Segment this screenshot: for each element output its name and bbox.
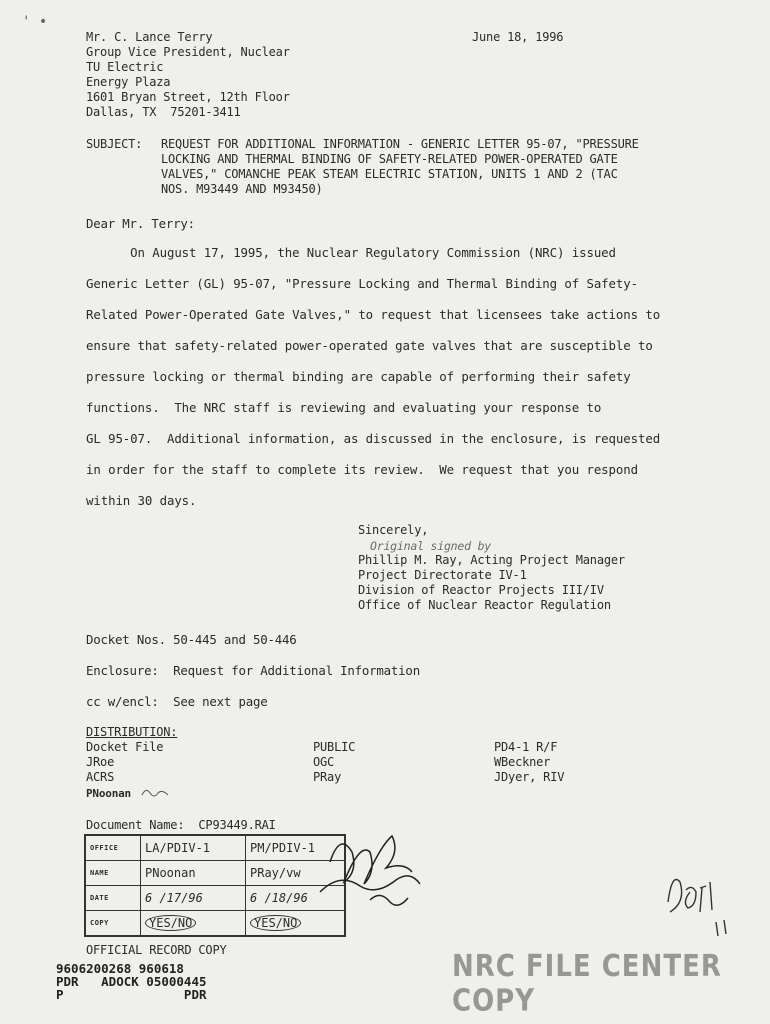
addressee-line: Mr. C. Lance Terry xyxy=(86,30,213,44)
table-cell: PRay/vw xyxy=(246,861,346,886)
official-record-copy: OFFICIAL RECORD COPY xyxy=(86,943,227,957)
row-label: COPY xyxy=(85,911,141,937)
copy-choice: YES/NO xyxy=(145,915,196,931)
row-label: OFFICE xyxy=(85,835,141,861)
distribution-item: PNoonan xyxy=(86,787,131,800)
table-cell: 6 /18/96 xyxy=(246,886,346,911)
distribution-item: PD4-1 R/F xyxy=(494,740,558,754)
row-label: DATE xyxy=(85,886,141,911)
handwritten-signature xyxy=(300,822,430,922)
body-line: functions. The NRC staff is reviewing and evaluating your response to xyxy=(86,400,602,415)
body-line: GL 95-07. Additional information, as discussed in the enclosure, is requested xyxy=(86,431,661,446)
letter-date: June 18, 1996 xyxy=(472,30,564,44)
initials-mark xyxy=(140,785,170,799)
subject-line: LOCKING AND THERMAL BINDING OF SAFETY-RELATED POWER-OPERATED GATE xyxy=(161,152,618,166)
salutation: Dear Mr. Terry: xyxy=(86,216,195,231)
subject-label: SUBJECT: xyxy=(86,137,143,151)
accession-line: PDR ADOCK 05000445 xyxy=(56,974,207,989)
corner-mark: ' • xyxy=(22,14,48,30)
table-cell: LA/PDIV-1 xyxy=(141,835,246,861)
table-cell: PNoonan xyxy=(141,861,246,886)
copy-choice: YES/NO xyxy=(250,915,301,931)
signer-division: Division of Reactor Projects III/IV xyxy=(358,583,604,597)
table-cell: 6 /17/96 xyxy=(141,886,246,911)
margin-note-handwriting xyxy=(660,862,740,942)
file-center-stamp: NRC FILE CENTER COPY xyxy=(452,949,722,1019)
signer-office: Office of Nuclear Reactor Regulation xyxy=(358,598,611,612)
body-line: within 30 days. xyxy=(86,493,197,508)
signer-name: Phillip M. Ray, Acting Project Manager xyxy=(358,553,625,567)
docket-numbers: Docket Nos. 50-445 and 50-446 xyxy=(86,632,297,647)
addressee-line: Group Vice President, Nuclear xyxy=(86,45,290,59)
addressee-line: Dallas, TX 75201-3411 xyxy=(86,105,241,119)
distribution-item: JRoe xyxy=(86,755,115,769)
body-line: in order for the staff to complete its review. We request that you respond xyxy=(86,462,638,477)
table-cell xyxy=(141,911,246,937)
distribution-item: OGC xyxy=(313,755,335,769)
subject-line: NOS. M93449 AND M93450) xyxy=(161,182,323,196)
addressee-line: 1601 Bryan Street, 12th Floor xyxy=(86,90,290,104)
distribution-item: PRay xyxy=(313,770,342,784)
accession-line: P PDR xyxy=(56,987,207,1002)
distribution-item: ACRS xyxy=(86,770,115,784)
table-cell: PM/PDIV-1 xyxy=(246,835,346,861)
distribution-item: Docket File xyxy=(86,740,164,754)
enclosure: Enclosure: Request for Additional Information xyxy=(86,663,420,678)
body-line: Generic Letter (GL) 95-07, "Pressure Locking and Thermal Binding of Safety- xyxy=(86,276,638,291)
closing: Sincerely, xyxy=(358,523,429,537)
body-line: pressure locking or thermal binding are capable of performing their safety xyxy=(86,369,631,384)
distribution-item: PUBLIC xyxy=(313,740,356,754)
subject-line: REQUEST FOR ADDITIONAL INFORMATION - GENERIC LETTER 95-07, "PRESSURE xyxy=(161,137,639,151)
distribution-item: WBeckner xyxy=(494,755,551,769)
document-name: Document Name: CP93449.RAI xyxy=(86,818,276,832)
row-label: NAME xyxy=(85,861,141,886)
body-line: ensure that safety-related power-operated gate valves that are susceptible to xyxy=(86,338,653,353)
subject-line: VALVES," COMANCHE PEAK STEAM ELECTRIC STATION, UNITS 1 AND 2 (TAC xyxy=(161,167,618,181)
body-line: On August 17, 1995, the Nuclear Regulatory Commission (NRC) issued xyxy=(86,245,616,260)
distribution-heading: DISTRIBUTION: xyxy=(86,725,178,739)
signed-note: Original signed by xyxy=(370,539,492,553)
distribution-item: JDyer, RIV xyxy=(494,770,565,784)
accession-line: 9606200268 960618 xyxy=(56,961,184,976)
signer-directorate: Project Directorate IV-1 xyxy=(358,568,527,582)
accession-number-block xyxy=(56,962,207,1001)
addressee-line: TU Electric xyxy=(86,60,164,74)
cc-line: cc w/encl: See next page xyxy=(86,694,268,709)
addressee-line: Energy Plaza xyxy=(86,75,171,89)
body-line: Related Power-Operated Gate Valves," to request that licensees take actions to xyxy=(86,307,661,322)
